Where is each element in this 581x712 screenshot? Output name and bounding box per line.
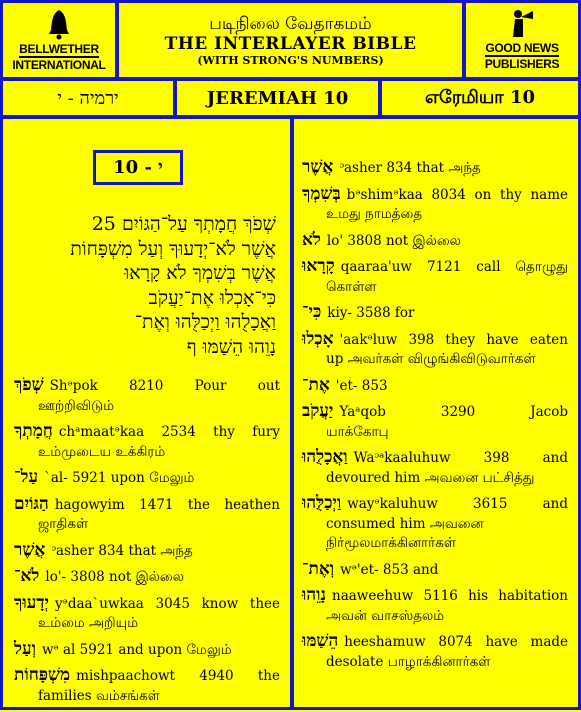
word-gloss: Shᵊpok 8210 Pour out: [49, 378, 280, 394]
word-entry: [14, 468, 280, 489]
word-gloss: Waᵓᵃkaaluhuw 398 and: [353, 450, 568, 466]
right-word-list: [302, 158, 568, 678]
logo-line2: INTERNATIONAL: [12, 58, 106, 72]
word-entry: [14, 495, 280, 535]
word-gloss: `al- 5921 upon மேலும்: [44, 470, 195, 486]
word-gloss: Yaᵃqob 3290 Jacob: [339, 404, 568, 420]
hebrew-word: אֲשֶׁר: [14, 539, 46, 560]
word-gloss: 'aakᵊluw 398 they have eaten: [339, 331, 568, 348]
word-gloss-continued: அவன் வாசஸ்தலம்: [326, 607, 445, 624]
verse-line: כִּי־אָכְלוּ אֶת־יַעֲקֹב: [148, 286, 276, 309]
hebrew-word: יְדָעוּךָ: [14, 592, 49, 613]
word-gloss-continued: உம்மை அறியும்: [38, 615, 139, 631]
word-gloss-continued: உம்முடைய உக்கிரம்: [38, 443, 166, 460]
word-gloss: 'et- 853: [335, 377, 388, 394]
book-tamil: [379, 78, 581, 118]
word-entry: [302, 158, 568, 179]
word-entry: [14, 422, 280, 462]
word-gloss: yᵊdaa`uwkaa 3045 know thee: [54, 595, 280, 612]
word-gloss: qaaraa'uw 7121 call தொழுது: [340, 259, 568, 275]
word-gloss: wayᵊkaluhuw 3615 and: [347, 496, 568, 512]
title-subtitle: (WITH STRONG'S NUMBERS): [197, 53, 384, 67]
word-gloss: naaweehuw 5116 his habitation: [332, 588, 568, 604]
hebrew-word: לֹא: [302, 229, 321, 250]
word-entry: [14, 640, 280, 661]
word-gloss: bᵊshimᵊkaa 8034 on thy name: [346, 186, 568, 203]
verse-line: אֲשֶׁר בְּשִׁמְךָ לֹא קָרָאוּ: [124, 262, 276, 284]
word-gloss-continued: கொள்ள: [326, 278, 377, 295]
verse-line: אֲשֶׁר לֹא־יְדָעוּךָ וְעַל מִשְׁפָּחוֹת: [70, 237, 276, 260]
hebrew-word: מִשְׁפָּחוֹת: [14, 665, 71, 685]
book-english: [174, 78, 381, 118]
word-gloss-continued: யாக்கோபு: [326, 423, 389, 440]
book-hebrew: [0, 78, 176, 118]
word-gloss: lo'- 3808 not இல்லை: [45, 569, 184, 585]
word-entry: [302, 330, 568, 370]
hebrew-word: הַגּוֹיִם: [14, 493, 49, 514]
word-entry: [302, 494, 568, 554]
left-word-list: [14, 376, 280, 712]
good-news-logo: [463, 0, 581, 80]
book-tamil-label: எரேமியா 10: [425, 86, 535, 108]
logo-line2: PUBLISHERS: [484, 57, 560, 71]
word-entry: [14, 567, 280, 588]
verse-line: נָוֵהוּ הֵשַׁמּוּ ף: [186, 335, 276, 358]
word-gloss: heeshamuw 8074 have made: [344, 634, 568, 650]
chapter-label: י - 10: [93, 150, 183, 185]
hebrew-word: וְאֶת־: [302, 558, 335, 579]
word-gloss: wᵊ al 5921 and upon மேலும்: [41, 641, 232, 658]
word-entry: [302, 448, 568, 488]
word-entry: [302, 257, 568, 297]
word-entry: [302, 632, 568, 672]
word-gloss-continued: ஜாதிகள்: [38, 516, 89, 532]
hebrew-word: כִּי־: [302, 302, 322, 322]
word-entry: [14, 666, 280, 706]
word-gloss-continued: ஊற்றிவிடும்: [38, 397, 115, 414]
word-entry: [302, 303, 568, 324]
word-entry: [302, 231, 568, 252]
word-entry: [302, 560, 568, 581]
hebrew-word: בְּשִׁמְךָ: [302, 183, 341, 204]
word-gloss: kiy- 3588 for: [327, 305, 415, 321]
hebrew-word: הֵשַׁמּוּ: [302, 631, 339, 651]
title-box: [116, 0, 465, 80]
word-gloss-continued: consumed him அவனை நிர்மூலமாக்கினார்கள்: [326, 515, 484, 551]
hebrew-word: לֹא־: [14, 566, 40, 586]
word-gloss: mishpaachowt 4940 the: [76, 668, 280, 684]
hebrew-word: עַל־: [14, 467, 39, 487]
word-gloss-continued: உமது நாமத்தை: [326, 206, 423, 222]
bell-icon: [46, 8, 72, 40]
logo-line1: BELLWETHER: [19, 42, 99, 56]
hebrew-word: שְׁפֹךְ: [14, 375, 44, 395]
word-gloss-continued: families வம்சங்கள்: [38, 687, 160, 704]
hebrew-word: קָרָאוּ: [302, 256, 335, 276]
word-entry: [302, 402, 568, 442]
word-gloss: hagowyim 1471 the heathen: [54, 496, 280, 513]
word-entry: [14, 376, 280, 416]
word-gloss: wᵊ'et- 853 and: [340, 561, 439, 578]
title-tamil: படிநிலை வேதாகமம்: [209, 13, 372, 34]
title-english: THE INTERLAYER BIBLE: [164, 33, 417, 54]
word-gloss: chᵃmaatᵊkaa 2534 thy fury: [58, 424, 280, 440]
word-entry: [14, 541, 280, 562]
word-gloss-continued: desolate பாழாக்கினார்கள்: [326, 653, 491, 670]
word-gloss: ᵓasher 834 that அந்த: [339, 160, 481, 176]
word-entry: [302, 376, 568, 397]
verse-text: [14, 212, 276, 359]
word-gloss-continued: devoured him அவனை பட்சித்து: [326, 469, 535, 486]
verse-line: וַאֲכָלֻהוּ וַיְכַלֻּהוּ וְאֶת־: [134, 311, 276, 333]
verse-line: 25 שְׁפֹךְ חֲמָתְךָ עַל־הַגּוֹיִם: [91, 213, 276, 235]
hebrew-word: וְעַל: [14, 638, 36, 659]
word-gloss: lo' 3808 not இல்லை: [326, 232, 461, 249]
hebrew-word: אָכְלוּ: [302, 328, 334, 349]
logo-line1: GOOD NEWS: [485, 41, 559, 55]
word-entry: [302, 185, 568, 225]
word-gloss: ᵓasher 834 that அந்த: [51, 542, 193, 559]
trumpeter-icon: [509, 9, 535, 39]
hebrew-word: אֶת־: [302, 374, 330, 395]
book-english-label: JEREMIAH 10: [206, 87, 349, 109]
book-hebrew-label: ירמיה - י: [57, 87, 119, 109]
word-entry: [14, 594, 280, 634]
word-gloss-continued: up அவர்கள் விழுங்கிவிடுவார்கள்: [326, 351, 536, 367]
word-entry: [302, 586, 568, 626]
bellwether-logo: [0, 0, 118, 80]
hebrew-word: וַיְכַלֻּהוּ: [302, 493, 342, 513]
hebrew-word: חֲמָתְךָ: [14, 421, 53, 441]
hebrew-word: יַעֲקֹב: [302, 401, 334, 421]
hebrew-word: נָוֵהוּ: [302, 585, 327, 605]
hebrew-word: אֲשֶׁר: [302, 157, 334, 177]
hebrew-word: וַאֲכָלֻהוּ: [302, 447, 348, 467]
